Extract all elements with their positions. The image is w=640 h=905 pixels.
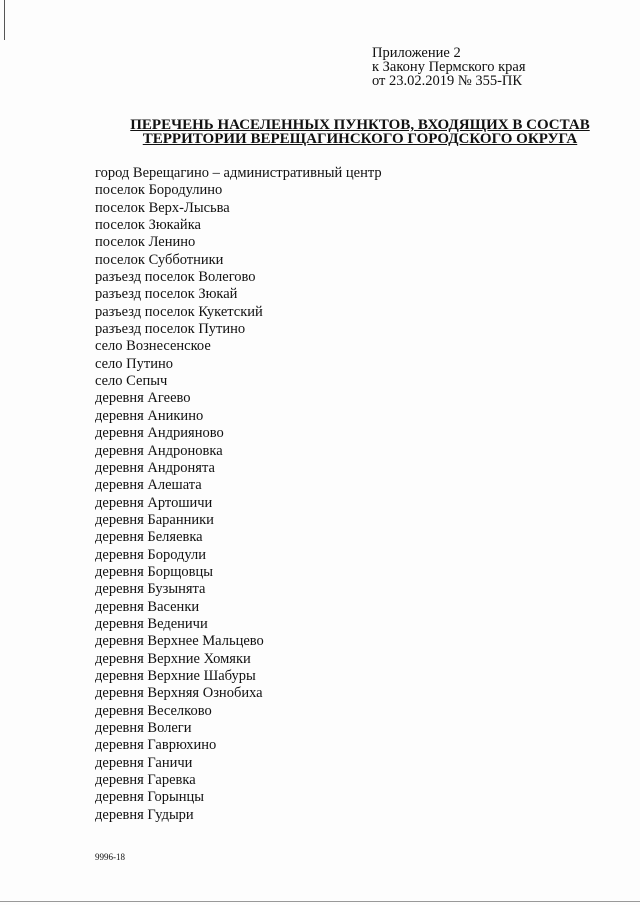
list-item: деревня Васенки: [95, 598, 200, 615]
list-item: поселок Субботники: [95, 251, 224, 268]
list-item: село Вознесенское: [95, 338, 211, 355]
list-item: деревня Алешата: [95, 477, 202, 494]
list-item: деревня Верхние Шабуры: [95, 667, 256, 684]
list-item: деревня Андроновка: [95, 442, 223, 459]
list-item: деревня Бородули: [95, 546, 207, 563]
title-line-1: ПЕРЕЧЕНЬ НАСЕЛЕННЫХ ПУНКТОВ, ВХОДЯЩИХ В СОСТАВ: [130, 117, 590, 133]
list-item: разъезд поселок Волегово: [95, 269, 256, 286]
list-item: деревня Беляевка: [95, 529, 203, 546]
list-item: деревня Гаревка: [95, 772, 196, 789]
title-line-2: ТЕРРИТОРИИ ВЕРЕЩАГИНСКОГО ГОРОДСКОГО ОКРУГА: [142, 131, 578, 147]
settlement-list: [95, 165, 382, 824]
list-item: деревня Волеги: [95, 720, 192, 736]
list-item: разъезд поселок Кукетский: [95, 303, 263, 320]
list-item: деревня Андронята: [95, 459, 215, 476]
list-item: город Верещагино – административный центр: [95, 165, 382, 181]
list-item: деревня Веселково: [95, 702, 212, 719]
list-item: разъезд поселок Путино: [95, 321, 246, 338]
list-item: поселок Верх-Лысьва: [95, 199, 230, 216]
document-code: 9996-18: [95, 852, 125, 862]
list-item: деревня Ганичи: [95, 754, 193, 771]
appendix-line-3: от 23.02.2019 № 355-ПК: [372, 73, 523, 89]
scan-edge-mark: [4, 0, 5, 40]
list-item: деревня Веденичи: [95, 615, 208, 632]
list-item: деревня Верхние Хомяки: [95, 650, 251, 667]
document-title: [80, 118, 640, 146]
appendix-reference: [372, 46, 526, 88]
list-item: деревня Аникино: [95, 407, 204, 424]
list-item: деревня Гаврюхино: [95, 737, 217, 754]
appendix-line-1: Приложение 2: [372, 45, 461, 61]
list-item: деревня Гудыри: [95, 806, 194, 823]
list-item: деревня Верхнее Мальцево: [95, 633, 264, 650]
list-item: деревня Андрияново: [95, 425, 224, 442]
list-item: деревня Бузынята: [95, 581, 206, 598]
appendix-line-2: к Закону Пермского края: [372, 59, 526, 75]
list-item: поселок Зюкайка: [95, 217, 201, 234]
list-item: деревня Баранники: [95, 511, 214, 528]
list-item: поселок Бородулино: [95, 182, 223, 199]
list-item: село Сепыч: [95, 373, 168, 390]
list-item: деревня Борщовцы: [95, 563, 213, 580]
list-item: деревня Артошичи: [95, 494, 213, 511]
list-item: деревня Верхняя Ознобиха: [95, 685, 263, 702]
list-item: деревня Горынцы: [95, 789, 205, 806]
scan-edge-bottom: [0, 901, 640, 905]
list-item: деревня Агеево: [95, 390, 191, 407]
list-item: поселок Ленино: [95, 234, 196, 251]
list-item: село Путино: [95, 355, 173, 372]
list-item: разъезд поселок Зюкай: [95, 286, 238, 303]
